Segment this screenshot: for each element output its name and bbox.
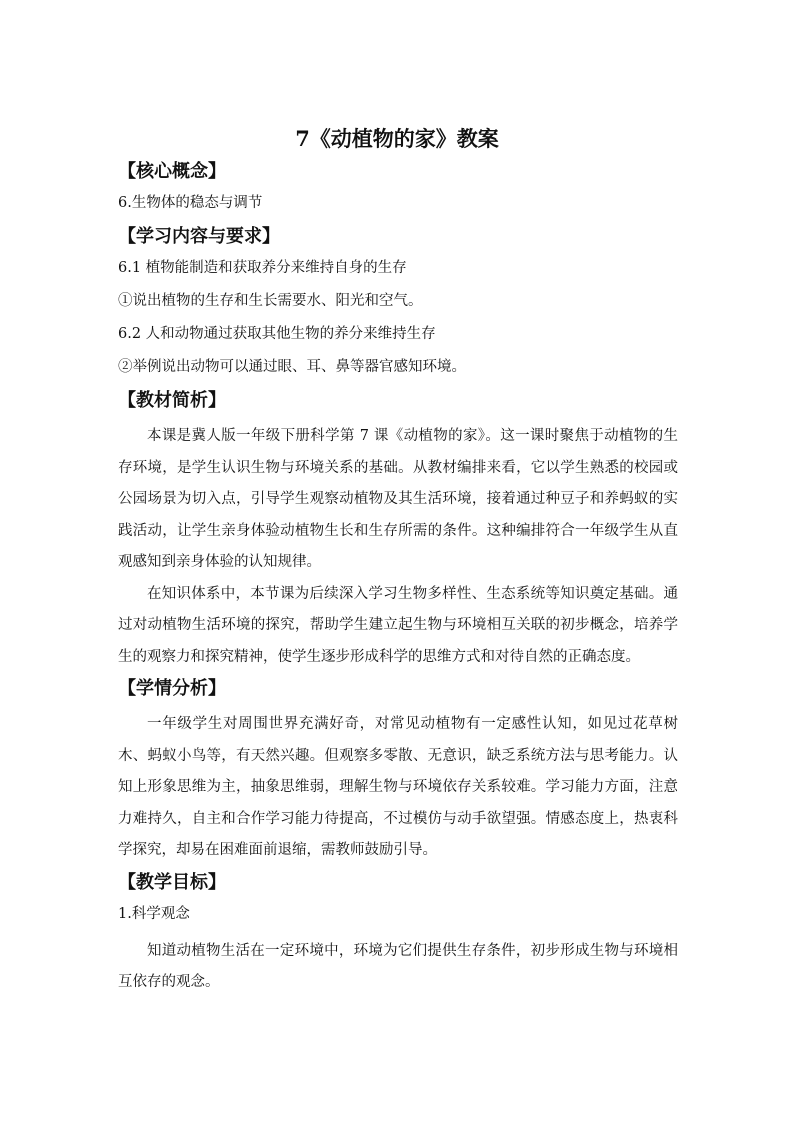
section-heading-goals: 【教学目标】	[118, 871, 226, 893]
section-heading-content: 【学习内容与要求】	[118, 226, 280, 247]
goal-item-science-concept: 1.科学观念	[118, 905, 190, 922]
content-item-6-1: 6.1 植物能制造和获取养分来维持自身的生存	[118, 260, 407, 276]
textbook-paragraph-1: 本课是冀人版一年级下册科学第 7 课《动植物的家》。这一课时聚焦于动植物的生存环境，是学生认识生物与环境关系的基础。从教材编排来看，它以学生熟悉的校园或公园场景为切入点，引导学生观察动植物及其生活环境，接着通过种豆子和养蚂蚁的实践活动，让学生亲身体验动植物生长和生存所需的条件。这种编排符合一年级学生从直观感知到亲身体验的认知规律。	[118, 428, 678, 570]
textbook-paragraph-2: 在知识体系中，本节课为后续深入学习生物多样性、生态系统等知识奠定基础。通过对动植物生活环境的探究，帮助学生建立起生物与环境相互关联的初步概念，培养学生的观察力和探究精神，使学生逐步形成科学的思维方式和对待自然的正确态度。	[118, 585, 678, 665]
goals-paragraph: 知道动植物生活在一定环境中，环境为它们提供生存条件，初步形成生物与环境相互依存的观念。	[118, 942, 678, 990]
students-paragraph: 一年级学生对周围世界充满好奇，对常见动植物有一定感性认知，如见过花草树木、蚂蚁小鸟等，有天然兴趣。但观察多零散、无意识，缺乏系统方法与思考能力。认知上形象思维为主，抽象思维弱，理解生物与环境依存关系较难。学习能力方面，注意力难持久，自主和合作学习能力待提高，不过模仿与动手欲望强。情感态度上，热衷科学探究，却易在困难面前退缩，需教师鼓励引导。	[118, 716, 678, 858]
core-concept-text: 6.生物体的稳态与调节	[118, 195, 263, 211]
section-heading-core: 【核心概念】	[118, 161, 226, 182]
section-heading-textbook: 【教材简析】	[118, 390, 226, 411]
section-heading-students: 【学情分析】	[118, 678, 226, 699]
document-body	[118, 160, 678, 999]
content-item-6-2: 6.2 人和动物通过获取其他生物的养分来维持生存	[118, 326, 436, 342]
document-title: 7《动植物的家》教案	[295, 126, 499, 151]
content-item-1: ①说出植物的生存和生长需要水、阳光和空气。	[118, 293, 423, 309]
content-item-2: ②举例说出动物可以通过眼、耳、鼻等器官感知环境。	[118, 359, 466, 375]
